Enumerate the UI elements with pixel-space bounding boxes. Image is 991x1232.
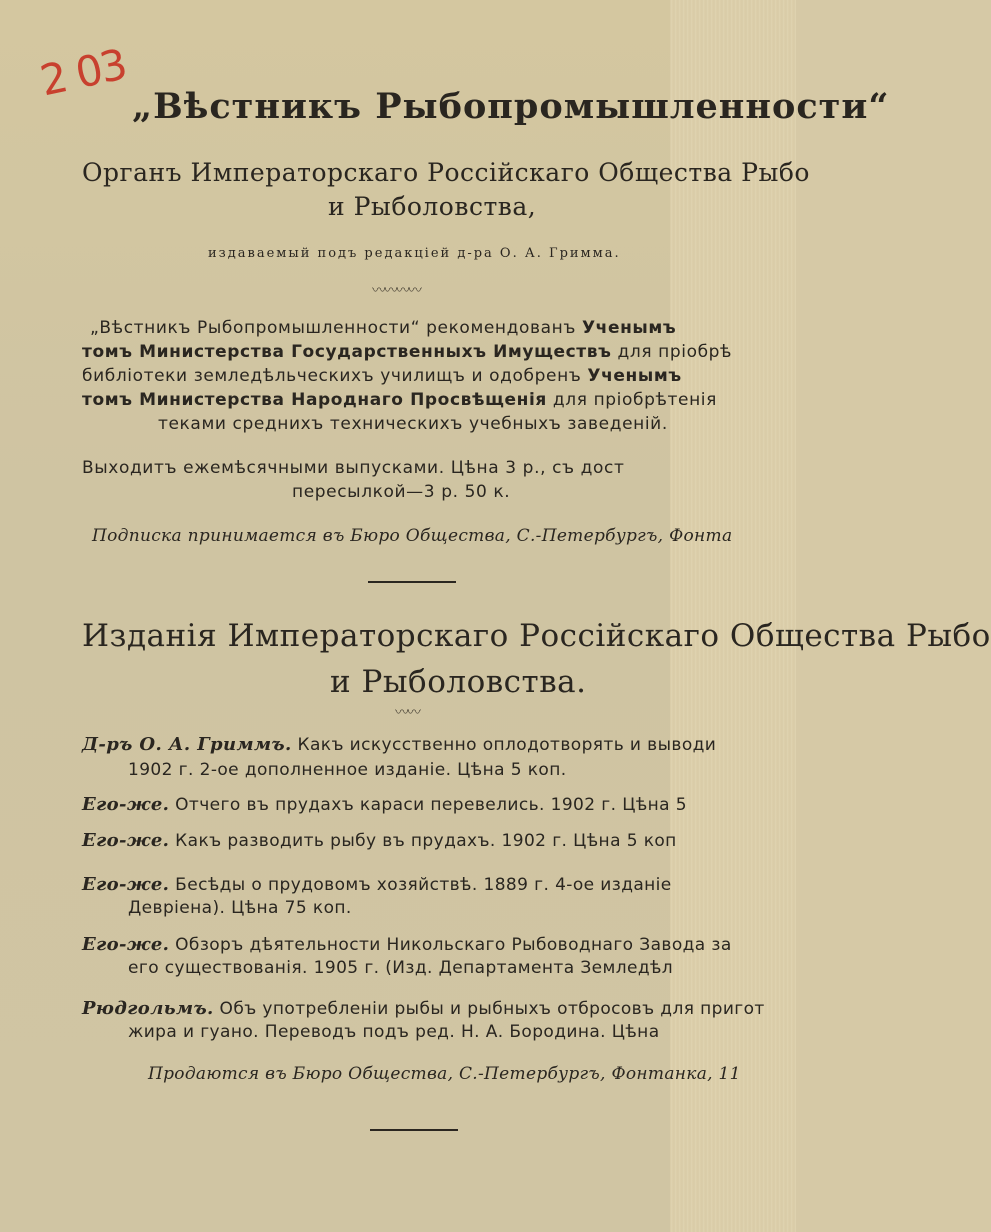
subscription-price-2: пересылкой—3 р. 50 к. (292, 482, 511, 502)
organ-line-2: и Рыболовства, (328, 192, 537, 221)
recommend-line-3: библіотеки земледѣльческихъ училищъ и одобренъ Ученымъ (82, 366, 682, 386)
recommend-line-2: томъ Министерства Государственныхъ Имуществъ для пріобрѣ (82, 342, 733, 362)
recommend-line-1: „Вѣстникъ Рыбопромышленности“ рекомендованъ Ученымъ (90, 318, 677, 338)
list-item-cont: 1902 г. 2-ое дополненное изданіе. Цѣна 5 коп. (128, 760, 567, 780)
wavy-ornament: 〰〰〰〰 (372, 283, 420, 299)
journal-title: „Вѣстникъ Рыбопромышленности“ (132, 86, 890, 127)
list-item-cont: Девріена). Цѣна 75 коп. (128, 898, 352, 918)
subscription-note: Подписка принимается въ Бюро Общества, С.-Петербургъ, Фонта (92, 526, 733, 546)
list-item: Его-же. Какъ разводить рыбу въ прудахъ. 1902 г. Цѣна 5 коп (82, 830, 677, 851)
list-item: Его-же. Обзоръ дѣятельности Никольскаго Рыбоводнаго Завода за (82, 934, 732, 955)
section-title-2: и Рыболовства. (330, 664, 587, 700)
organ-line-1: Органъ Императорскаго Россійскаго Общества Рыбо (82, 158, 810, 187)
list-item: Его-же. Бесѣды о прудовомъ хозяйствѣ. 1889 г. 4-ое изданіе (82, 874, 672, 895)
subscription-price-1: Выходитъ ежемѣсячными выпусками. Цѣна 3 р., съ дост (82, 458, 625, 478)
list-item: Его-же. Отчего въ прудахъ караси перевелись. 1902 г. Цѣна 5 (82, 794, 687, 815)
sales-note: Продаются въ Бюро Общества, С.-Петербургъ, Фонтанка, 11 (148, 1064, 741, 1084)
recommend-line-4: томъ Министерства Народнаго Просвѣщенія для пріобрѣтенія (82, 390, 717, 410)
wavy-ornament-2: 〰〰 (395, 705, 419, 721)
recommend-line-5: теками среднихъ техническихъ учебныхъ заведеній. (158, 414, 668, 434)
section-title-1: Изданія Императорскаго Россійскаго Общества Рыбо (82, 618, 991, 654)
bottom-rule (370, 1129, 458, 1131)
list-item-cont: жира и гуано. Переводъ подъ ред. Н. А. Бородина. Цѣна (128, 1022, 660, 1042)
editor-line: издаваемый подъ редакціей д-ра О. А. Гримма. (208, 246, 621, 261)
handwritten-mark: 2 03 (35, 39, 130, 106)
list-item: Рюдгольмъ. Объ употребленіи рыбы и рыбныхъ отбросовъ для пригот (82, 998, 765, 1019)
divider-rule (368, 581, 456, 583)
list-item: Д-ръ О. А. Гриммъ. Какъ искусственно оплодотворять и выводи (82, 734, 717, 755)
list-item-cont: его существованія. 1905 г. (Изд. Департамента Земледѣл (128, 958, 674, 978)
